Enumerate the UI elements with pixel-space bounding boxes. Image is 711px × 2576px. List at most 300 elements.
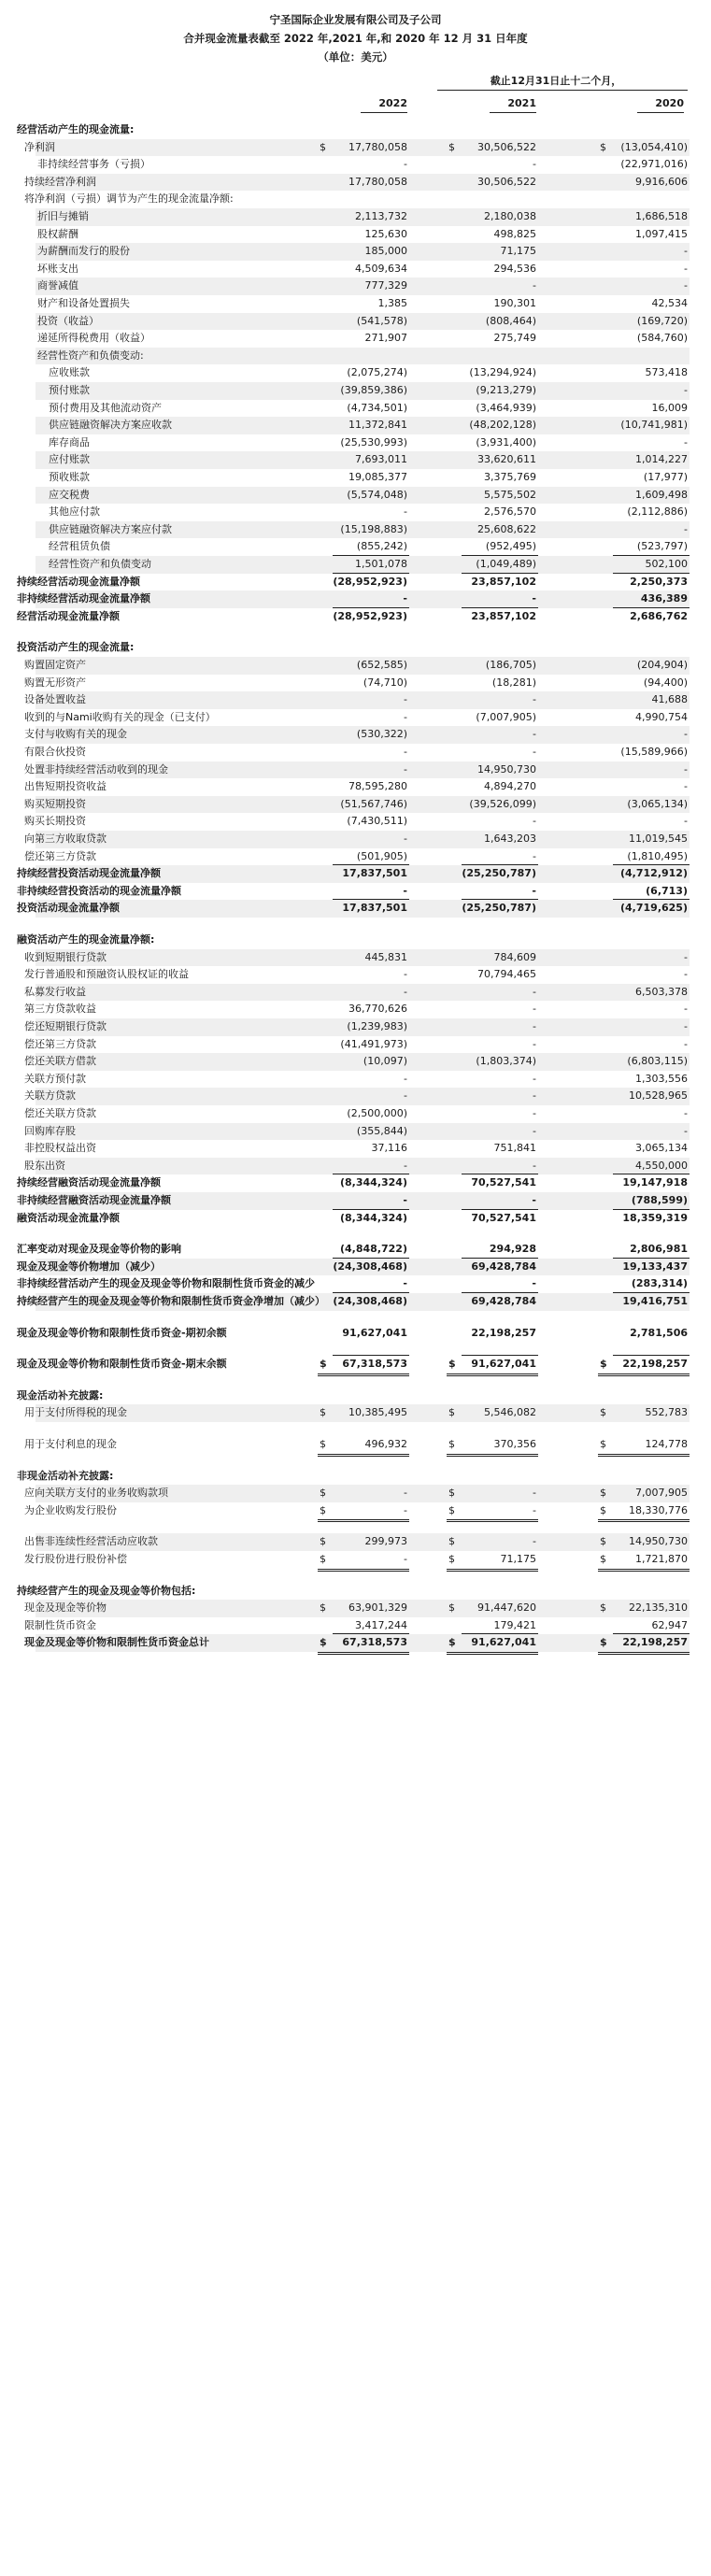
row-label: 支付与收购有关的现金 (24, 728, 127, 741)
value-2021: 294,536 (493, 262, 536, 275)
year-header-2020: 2020 (655, 97, 684, 109)
value-2020: (3,065,134) (627, 797, 688, 810)
total-double-rule (447, 1652, 538, 1655)
statement-row (0, 1140, 711, 1158)
row-label: 非现金活动补充披露: (17, 1469, 114, 1482)
statement-row (0, 1404, 711, 1422)
value-2020: - (684, 815, 688, 828)
row-label: 偿还第三方贷款 (24, 849, 96, 862)
row-label: 坏账支出 (37, 262, 78, 275)
value-2020: 124,778 (645, 1438, 688, 1450)
value-2020: 1,097,415 (635, 227, 688, 240)
total-double-rule (598, 1652, 690, 1655)
value-2022: 17,780,058 (348, 175, 407, 188)
value-2020: - (684, 1003, 688, 1016)
value-2022: (2,075,274) (347, 366, 407, 379)
value-2020: (15,589,966) (620, 746, 688, 758)
row-label: 关联方贷款 (24, 1089, 76, 1103)
value-2022: (355,844) (356, 1124, 407, 1137)
currency-symbol: $ (320, 1553, 326, 1565)
statement-row (0, 1158, 711, 1175)
currency-symbol: $ (320, 1503, 326, 1516)
value-2022: (24,308,468) (333, 1260, 407, 1273)
value-2022: (7,430,511) (347, 815, 407, 828)
currency-symbol: $ (448, 1535, 455, 1548)
value-2022: 1,385 (377, 297, 407, 309)
currency-symbol: $ (448, 1636, 456, 1649)
value-2021: (808,464) (485, 314, 536, 327)
statement-row (0, 657, 711, 675)
row-label: 出售非连续性经营活动应收款 (24, 1535, 158, 1548)
row-label: 购买短期投资 (24, 797, 86, 810)
value-2022: (4,848,722) (340, 1243, 407, 1256)
value-2020: 1,609,498 (635, 488, 688, 501)
row-label: 持续经营投资活动现金流量净额 (17, 867, 161, 880)
row-label: 用于支付利息的现金 (24, 1438, 117, 1450)
row-label: 发行普通股和预融资认股权证的收益 (24, 968, 189, 981)
value-2020: (283,314) (631, 1277, 688, 1290)
value-2021: (25,250,787) (462, 902, 536, 915)
total-double-rule (447, 1519, 538, 1522)
row-label: 经营性资产和负债变动 (49, 558, 151, 570)
value-2021: 91,447,620 (477, 1601, 536, 1615)
value-2020: 16,009 (651, 401, 688, 414)
value-2021: 30,506,522 (477, 140, 536, 153)
value-2020: (22,971,016) (620, 158, 688, 171)
year-underline-2020 (637, 112, 684, 113)
value-2020: 14,950,730 (629, 1535, 688, 1548)
value-2021: - (533, 1003, 536, 1016)
row-label: 预付账款 (49, 384, 90, 396)
statement-row (0, 521, 711, 539)
value-2020: (2,112,886) (627, 505, 688, 519)
value-2022: (28,952,923) (333, 609, 407, 622)
value-2020: (204,904) (636, 659, 688, 671)
value-2022: - (403, 592, 407, 605)
row-label: 收到短期银行贷款 (24, 950, 107, 963)
value-2021: 294,928 (489, 1243, 536, 1256)
value-2021: 22,198,257 (471, 1326, 536, 1339)
value-2020: - (684, 384, 688, 396)
statement-row (0, 417, 711, 434)
statement-row (0, 574, 711, 591)
value-2020: 2,781,506 (630, 1326, 688, 1339)
currency-symbol: $ (448, 1503, 455, 1516)
row-label: 将净利润（亏损）调节为产生的现金流量净额: (24, 192, 234, 206)
total-double-rule (318, 1569, 409, 1572)
value-2021: - (533, 985, 536, 998)
currency-symbol: $ (320, 140, 326, 153)
value-2021: (1,049,489) (476, 558, 536, 570)
statement-row (0, 1105, 711, 1123)
value-2022: 91,627,041 (342, 1326, 407, 1339)
value-2021: - (533, 693, 536, 706)
currency-symbol: $ (600, 1601, 606, 1615)
value-2022: (10,097) (363, 1055, 407, 1068)
value-2020: - (684, 968, 688, 981)
value-2020: (788,599) (631, 1194, 688, 1206)
row-label: 供应链融资解决方案应付款 (49, 522, 172, 535)
statement-row (0, 900, 711, 918)
row-label: 用于支付所得税的现金 (24, 1406, 127, 1419)
value-2020: (13,054,410) (620, 140, 688, 153)
statement-row (0, 556, 711, 574)
value-2020: (523,797) (636, 540, 688, 553)
value-2022: - (404, 1553, 407, 1565)
statement-row (0, 1174, 711, 1192)
year-header-2022: 2022 (378, 97, 407, 109)
value-2020: 1,721,870 (635, 1553, 688, 1565)
value-2021: - (532, 884, 536, 897)
value-2020: (6,713) (646, 884, 688, 897)
value-2020: 4,990,754 (635, 710, 688, 723)
value-2021: 1,643,203 (484, 833, 536, 845)
value-2021: (9,213,279) (476, 384, 536, 396)
value-2022: - (404, 1072, 407, 1085)
value-2022: - (404, 710, 407, 723)
currency-symbol: $ (448, 140, 455, 153)
value-2020: 22,198,257 (622, 1358, 688, 1371)
value-2022: 4,509,634 (355, 262, 407, 275)
statement-row (0, 1018, 711, 1036)
row-label: 有限合伙投资 (24, 746, 86, 758)
value-2022: 17,837,501 (342, 867, 407, 880)
value-2020: 18,359,319 (622, 1211, 688, 1224)
row-label: 持续经营净利润 (24, 175, 96, 188)
value-2021: - (533, 1072, 536, 1085)
value-2021: - (533, 279, 536, 292)
value-2021: (39,526,099) (469, 797, 536, 810)
statement-row (0, 966, 711, 984)
value-2021: - (533, 1089, 536, 1103)
currency-symbol: $ (320, 1636, 327, 1649)
value-2022: - (404, 1503, 407, 1516)
total-double-rule (447, 1569, 538, 1572)
value-2022: 3,417,244 (355, 1618, 407, 1631)
value-2020: 7,007,905 (635, 1487, 688, 1500)
value-2020: (10,741,981) (620, 419, 688, 432)
value-2021: 179,421 (493, 1618, 536, 1631)
row-label: 偿还关联方借款 (24, 1055, 96, 1068)
value-2022: 185,000 (364, 245, 407, 258)
currency-symbol: $ (320, 1358, 327, 1371)
value-2020: (94,400) (643, 676, 688, 689)
value-2022: 37,116 (371, 1142, 407, 1155)
value-2020: (4,719,625) (620, 902, 688, 915)
value-2020: - (684, 522, 688, 535)
value-2020: 22,135,310 (629, 1601, 688, 1615)
statement-row (0, 1325, 711, 1343)
row-label: 投资活动产生的现金流量: (17, 641, 135, 654)
value-2020: 19,416,751 (622, 1295, 688, 1307)
row-label: 现金及现金等价物和限制性货币资金-期末余额 (17, 1358, 227, 1371)
value-2022: (15,198,883) (340, 522, 407, 535)
value-2022: 36,770,626 (348, 1003, 407, 1016)
row-label: 汇率变动对现金及现金等价物的影响 (17, 1243, 181, 1256)
row-label: 应交税费 (49, 488, 90, 501)
value-2021: - (533, 1020, 536, 1032)
row-label: 净利润 (24, 140, 55, 153)
value-2020: - (684, 780, 688, 793)
row-label: 向第三方收取贷款 (24, 833, 107, 845)
statement-row (0, 487, 711, 505)
value-2021: - (533, 1107, 536, 1119)
value-2020: - (684, 762, 688, 776)
row-label: 回购库存股 (24, 1124, 76, 1137)
period-header: 截止12月31日止十二个月， (490, 75, 622, 87)
row-label: 现金活动补充披露: (17, 1388, 104, 1402)
row-label: 现金及现金等价物 (24, 1601, 107, 1615)
value-2020: 22,198,257 (622, 1636, 688, 1649)
row-label: 供应链融资解决方案应收款 (49, 419, 172, 432)
value-2020: 573,418 (645, 366, 688, 379)
value-2022: (41,491,973) (340, 1037, 407, 1050)
currency-symbol: $ (600, 1358, 607, 1371)
row-label: 非持续经营事务（亏损） (37, 158, 150, 171)
statement-row (0, 813, 711, 831)
total-double-rule (598, 1569, 690, 1572)
statement-row (0, 796, 711, 814)
statement-row (0, 1468, 711, 1486)
value-2020: 18,330,776 (629, 1503, 688, 1516)
statement-row (0, 1485, 711, 1502)
value-2020: 1,303,556 (635, 1072, 688, 1085)
currency-symbol: $ (448, 1358, 456, 1371)
total-double-rule (447, 1373, 538, 1376)
statement-row (0, 1533, 711, 1551)
statement-row (0, 364, 711, 382)
year-underline-2021 (490, 112, 536, 113)
statement-row (0, 761, 711, 779)
value-2020: - (684, 950, 688, 963)
value-2020: - (684, 435, 688, 448)
year-underline-2022 (361, 112, 407, 113)
value-2022: (4,734,501) (347, 401, 407, 414)
value-2021: 2,576,570 (484, 505, 536, 519)
value-2021: 370,356 (493, 1438, 536, 1450)
value-2020: 42,534 (651, 297, 688, 309)
value-2021: 4,894,270 (484, 780, 536, 793)
statement-row (0, 778, 711, 796)
currency-symbol: $ (600, 1406, 606, 1419)
statement-row (0, 1123, 711, 1141)
value-2022: 2,113,732 (355, 210, 407, 222)
row-label: 私募发行收益 (24, 985, 86, 998)
statement-row (0, 1583, 711, 1601)
value-2022: 445,831 (364, 950, 407, 963)
value-2020: 552,783 (645, 1406, 688, 1419)
unit-note: （单位：美元） (318, 50, 393, 64)
value-2020: 3,065,134 (635, 1142, 688, 1155)
row-label: 折旧与摊销 (37, 210, 89, 222)
value-2022: (24,308,468) (333, 1295, 407, 1307)
currency-symbol: $ (320, 1406, 326, 1419)
statement-row (0, 191, 711, 208)
total-double-rule (447, 1454, 538, 1457)
value-2020: (4,712,912) (620, 867, 688, 880)
statement-row (0, 709, 711, 727)
row-label: 股东出资 (24, 1159, 65, 1172)
value-2021: - (533, 1037, 536, 1050)
statement-row (0, 984, 711, 1002)
value-2020: (169,720) (636, 314, 688, 327)
value-2022: 271,907 (364, 332, 407, 345)
value-2022: 63,901,329 (348, 1601, 407, 1615)
currency-symbol: $ (600, 1438, 606, 1450)
statement-row (0, 831, 711, 848)
row-label: 非持续经营融资活动现金流量净额 (17, 1194, 171, 1206)
statement-row (0, 639, 711, 657)
statement-row (0, 591, 711, 608)
value-2021: - (533, 815, 536, 828)
row-label: 购置无形资产 (24, 676, 86, 689)
statement-row (0, 848, 711, 866)
statement-row (0, 278, 711, 295)
value-2022: 67,318,573 (342, 1358, 407, 1371)
row-label: 购置固定资产 (24, 659, 86, 671)
value-2022: 78,595,280 (348, 780, 407, 793)
currency-symbol: $ (448, 1487, 455, 1500)
statement-row (0, 1502, 711, 1520)
value-2021: 275,749 (493, 332, 536, 345)
value-2022: 496,932 (364, 1438, 407, 1450)
value-2022: - (404, 1159, 407, 1172)
value-2020: (6,803,115) (627, 1055, 688, 1068)
value-2020: 1,014,227 (635, 453, 688, 466)
row-label: 库存商品 (49, 435, 90, 448)
value-2022: 67,318,573 (342, 1636, 407, 1649)
value-2020: 19,133,437 (622, 1260, 688, 1273)
value-2021: (48,202,128) (469, 419, 536, 432)
row-label: 处置非持续经营活动收到的现金 (24, 762, 168, 776)
value-2021: 33,620,611 (477, 453, 536, 466)
statement-row (0, 1551, 711, 1569)
statement-row (0, 348, 711, 365)
value-2022: (501,905) (356, 849, 407, 862)
value-2022: 777,329 (364, 279, 407, 292)
row-label: 设备处置收益 (24, 693, 86, 706)
value-2021: 751,841 (493, 1142, 536, 1155)
row-label: 限制性货币资金 (24, 1618, 96, 1631)
company-name: 宁圣国际企业发展有限公司及子公司 (269, 13, 442, 26)
value-2020: 2,806,981 (630, 1243, 688, 1256)
value-2021: 91,627,041 (471, 1358, 536, 1371)
statement-row (0, 504, 711, 521)
currency-symbol: $ (320, 1535, 326, 1548)
value-2020: 502,100 (645, 558, 688, 570)
row-label: 融资活动现金流量净额 (17, 1211, 120, 1224)
row-label: 应收账款 (49, 366, 90, 379)
statement-row (0, 1600, 711, 1617)
row-label: 持续经营产生的现金及现金等价物和限制性货币资金净增加（减少） (17, 1295, 325, 1307)
value-2021: 91,627,041 (471, 1636, 536, 1649)
value-2022: 11,372,841 (348, 419, 407, 432)
statement-row (0, 434, 711, 452)
total-double-rule (598, 1519, 690, 1522)
value-2020: 2,250,373 (630, 575, 688, 588)
value-2021: 70,527,541 (471, 1211, 536, 1224)
value-2022: (28,952,923) (333, 575, 407, 588)
row-label: 非持续经营投资活动的现金流量净额 (17, 884, 181, 897)
statement-row (0, 451, 711, 469)
currency-symbol: $ (600, 1535, 606, 1548)
row-label: 预付费用及其他流动资产 (49, 401, 162, 414)
row-label: 应付账款 (49, 453, 90, 466)
value-2021: 69,428,784 (471, 1260, 536, 1273)
value-2020: - (684, 279, 688, 292)
statement-row (0, 1088, 711, 1105)
value-2020: 436,389 (640, 592, 688, 605)
total-double-rule (598, 1454, 690, 1457)
value-2020: (17,977) (643, 471, 688, 483)
total-double-rule (318, 1373, 409, 1376)
statement-row (0, 121, 711, 139)
value-2021: 3,375,769 (484, 471, 536, 483)
value-2021: (13,294,924) (469, 366, 536, 379)
currency-symbol: $ (320, 1601, 326, 1615)
row-label: 偿还第三方贷款 (24, 1037, 96, 1050)
row-label: 为薪酬而发行的股份 (37, 245, 130, 258)
currency-symbol: $ (600, 1636, 607, 1649)
row-label: 递延所得税费用（收益） (37, 332, 150, 345)
value-2021: 25,608,622 (477, 522, 536, 535)
value-2022: - (404, 762, 407, 776)
statement-row (0, 865, 711, 883)
value-2021: 784,609 (493, 950, 536, 963)
statement-row (0, 382, 711, 400)
value-2022: 17,780,058 (348, 140, 407, 153)
total-double-rule (318, 1519, 409, 1522)
value-2021: (25,250,787) (462, 867, 536, 880)
row-label: 偿还短期银行贷款 (24, 1020, 107, 1032)
statement-row (0, 932, 711, 949)
value-2021: 30,506,522 (477, 175, 536, 188)
value-2022: (25,530,993) (340, 435, 407, 448)
value-2022: - (404, 1487, 407, 1500)
currency-symbol: $ (320, 1438, 326, 1450)
value-2020: 19,147,918 (622, 1176, 688, 1189)
row-label: 关联方预付款 (24, 1072, 86, 1085)
statement-row (0, 726, 711, 744)
total-double-rule (598, 1373, 690, 1376)
row-label: 其他应付款 (49, 505, 100, 519)
row-label: 股权薪酬 (37, 227, 78, 240)
value-2021: 71,175 (500, 1553, 536, 1565)
value-2021: - (533, 728, 536, 741)
statement-row (0, 1241, 711, 1259)
statement-row (0, 1053, 711, 1071)
row-label: 经营性资产和负债变动: (37, 349, 144, 362)
value-2021: - (533, 1124, 536, 1137)
statement-row (0, 1210, 711, 1228)
value-2022: - (404, 1089, 407, 1103)
value-2021: 69,428,784 (471, 1295, 536, 1307)
row-label: 为企业收购发行股份 (24, 1503, 117, 1516)
currency-symbol: $ (600, 140, 606, 153)
value-2022: 125,630 (364, 227, 407, 240)
statement-row (0, 1259, 711, 1276)
value-2022: - (404, 505, 407, 519)
value-2020: - (684, 1124, 688, 1137)
row-label: 经营活动产生的现金流量: (17, 123, 135, 135)
row-label: 非控股权益出资 (24, 1142, 96, 1155)
value-2021: 498,825 (493, 227, 536, 240)
statement-row (0, 538, 711, 556)
statement-row (0, 174, 711, 192)
value-2021: - (533, 746, 536, 758)
value-2020: (584,760) (636, 332, 688, 345)
value-2021: 5,575,502 (484, 488, 536, 501)
